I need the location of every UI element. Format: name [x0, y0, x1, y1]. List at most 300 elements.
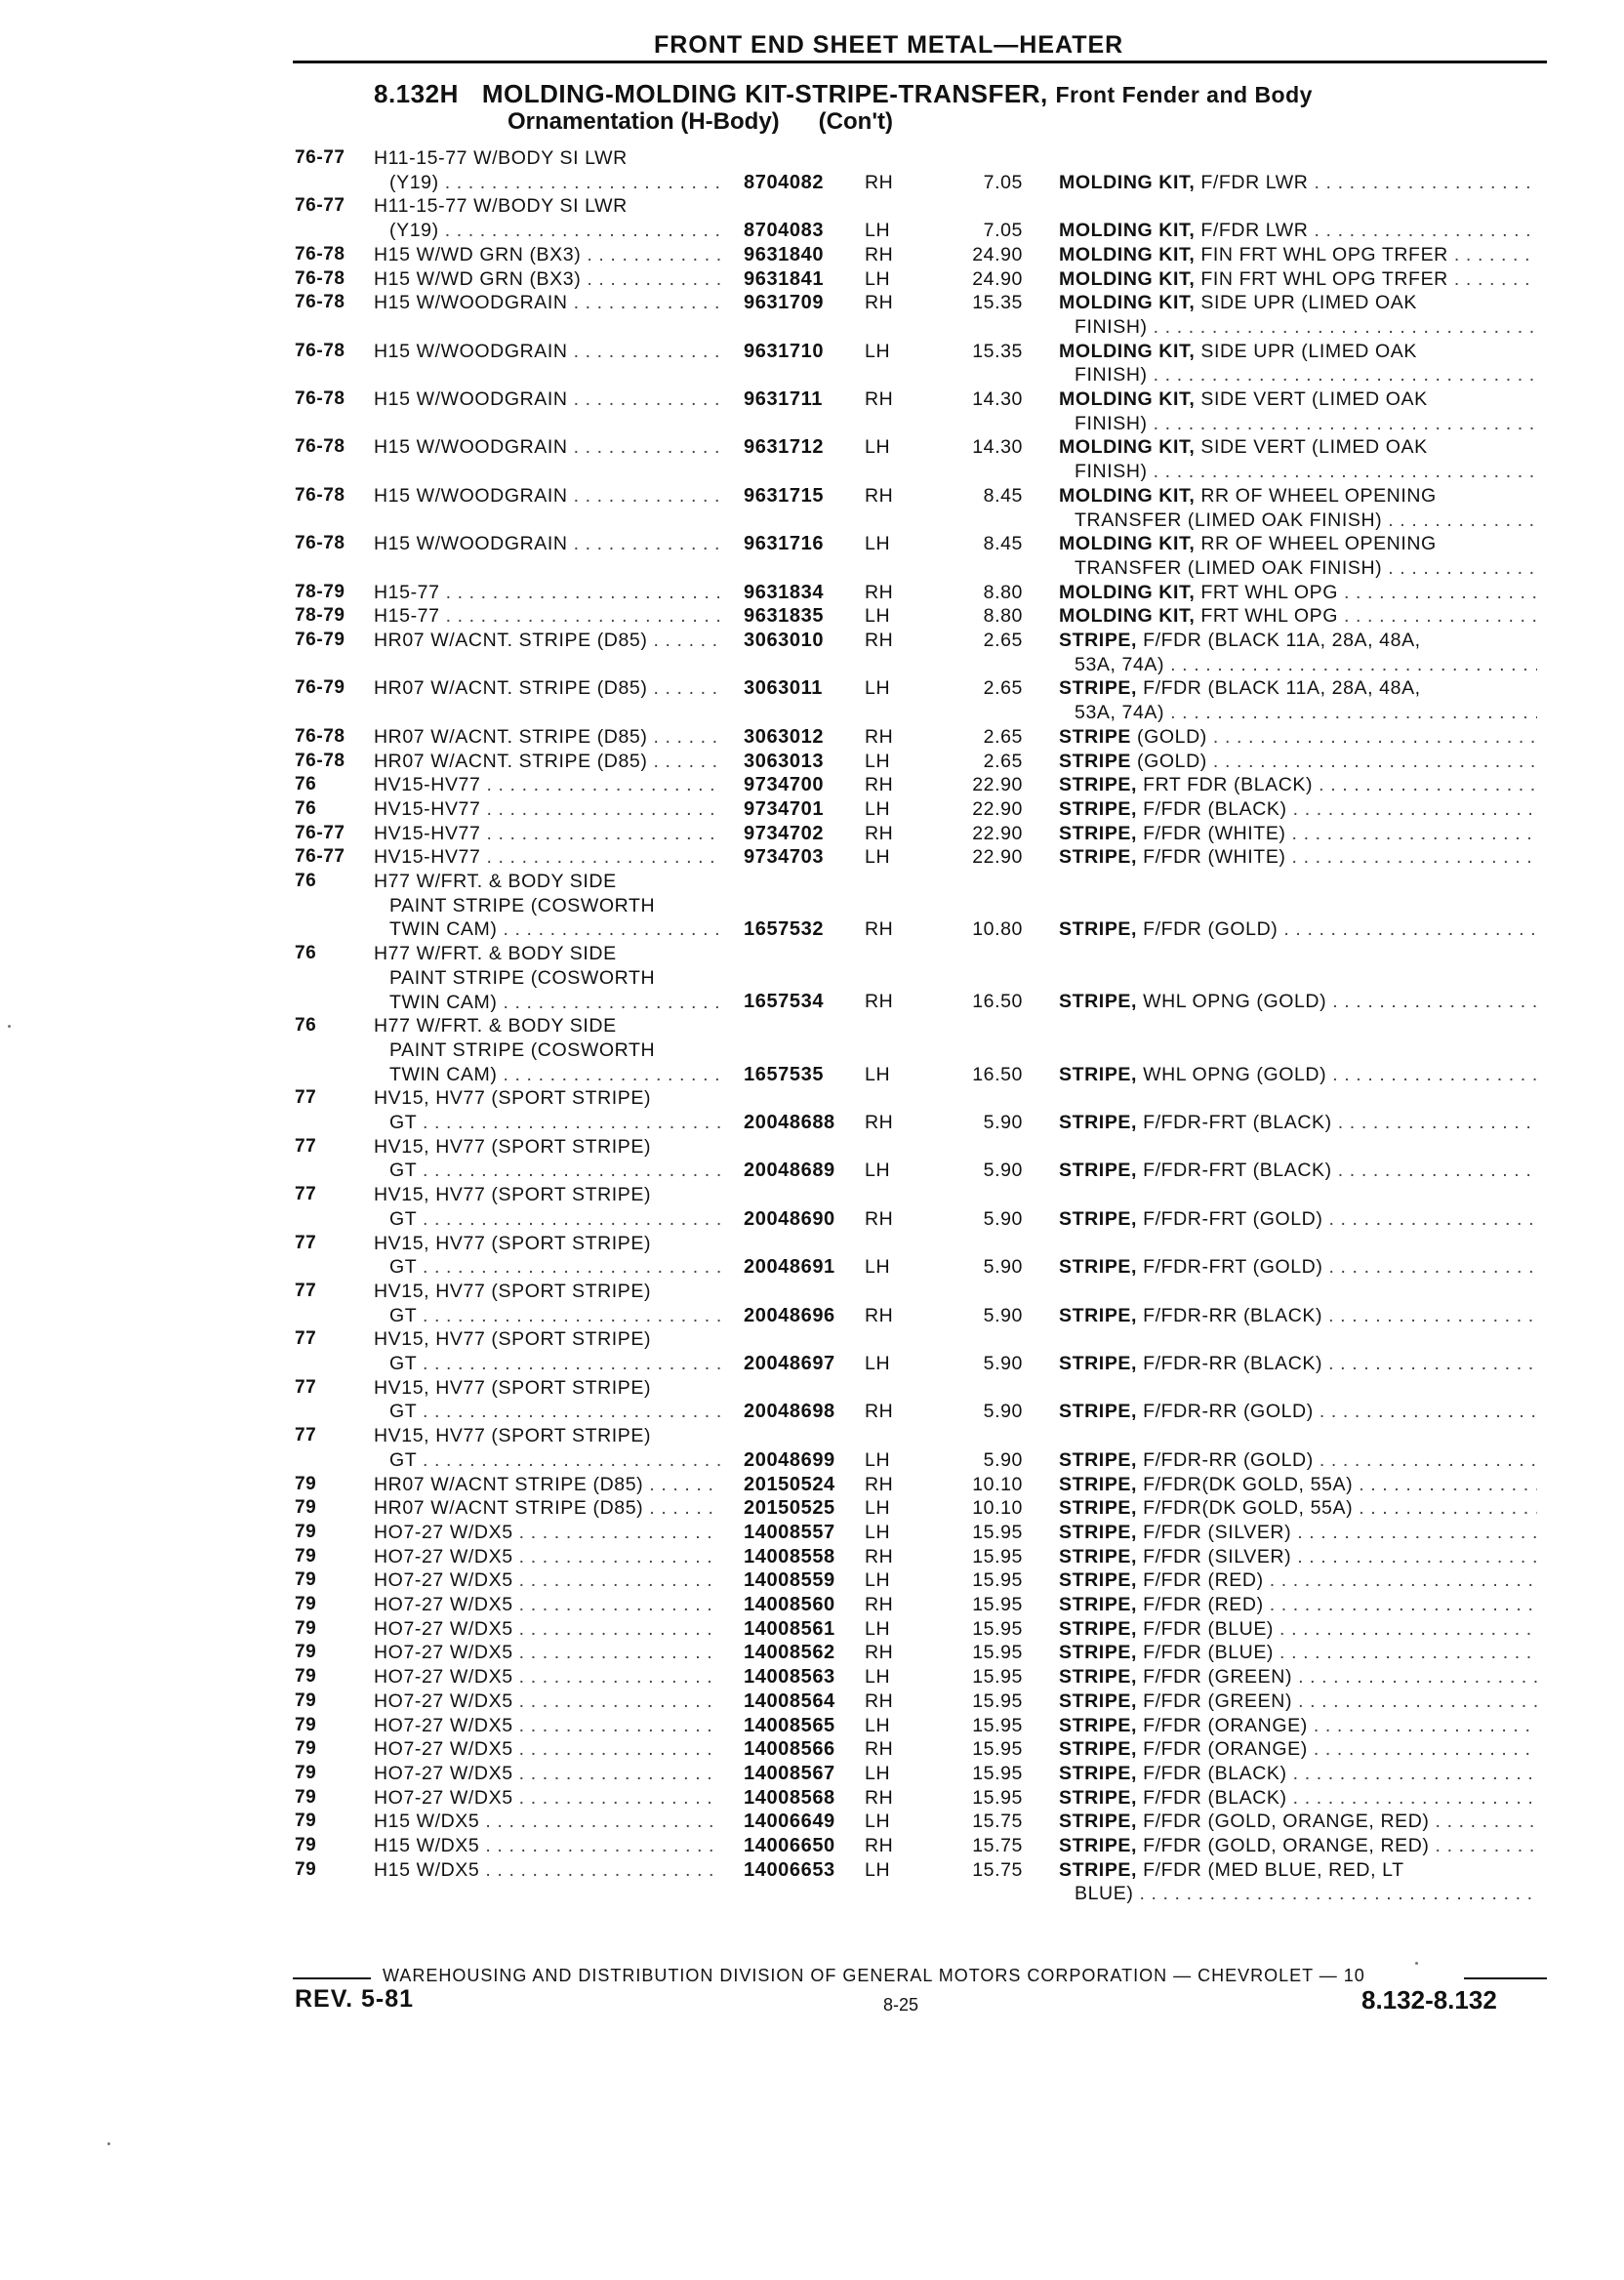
model-year: 76-78: [295, 725, 345, 747]
description: [1059, 750, 1537, 774]
model-year: 76-77: [295, 195, 345, 217]
part-number: 8704082: [744, 171, 825, 193]
price: 5.90: [983, 1352, 1023, 1374]
footer-rule-left: [293, 1977, 371, 1979]
description-line: STRIPE, F/FDR-FRT (GOLD) . . .: [1059, 1207, 1537, 1232]
fitment: [374, 291, 720, 315]
revision-label: REV. 5-81: [295, 1985, 415, 2013]
description: [1059, 990, 1537, 1014]
side-code: RH: [865, 1401, 894, 1423]
side-code: LH: [865, 846, 891, 869]
description-line: MOLDING KIT, F/FDR LWR . . .: [1059, 219, 1537, 243]
fitment-line: HO7-27 W/DX5 . . .: [374, 1521, 720, 1545]
description-type: STRIPE,: [1059, 1569, 1138, 1592]
description: [1059, 773, 1537, 797]
model-year: 76-78: [295, 388, 345, 409]
price: 15.95: [972, 1714, 1023, 1736]
side-code: LH: [865, 677, 891, 700]
price: 22.90: [972, 822, 1023, 844]
price: 15.95: [972, 1666, 1023, 1689]
description-line: STRIPE, F/FDR (GOLD) . . .: [1059, 917, 1537, 942]
side-code: RH: [865, 1835, 894, 1856]
fitment: [374, 773, 720, 797]
fitment-line: HO7-27 W/DX5 . . .: [374, 1593, 720, 1617]
fitment-line: HO7-27 W/DX5 . . .: [374, 1617, 720, 1642]
fitment: [374, 1496, 720, 1521]
price: 2.65: [983, 677, 1023, 700]
fitment: [374, 1327, 720, 1375]
model-year: 79: [295, 1811, 317, 1832]
model-year: 76-78: [295, 292, 345, 313]
model-year: 76-78: [295, 243, 345, 265]
fitment-line: H15 W/WOODGRAIN . . .: [374, 532, 720, 556]
section-range: 8.132-8.132: [1361, 1985, 1497, 2015]
side-code: RH: [865, 1207, 894, 1230]
fitment: [374, 1014, 720, 1086]
description: [1059, 1111, 1537, 1135]
description-type: STRIPE,: [1059, 630, 1138, 651]
fitment-line: HV15, HV77 (SPORT STRIPE): [374, 1425, 652, 1447]
part-number: 20048698: [744, 1401, 835, 1423]
description-line: STRIPE, F/FDR-FRT (GOLD) . . .: [1059, 1255, 1537, 1280]
description-line: STRIPE, F/FDR (BLACK 11A, 28A, 48A,: [1059, 677, 1421, 700]
price: 22.90: [972, 846, 1023, 869]
description-type: STRIPE,: [1059, 1545, 1138, 1568]
description-line: STRIPE, F/FDR-RR (BLACK) . . .: [1059, 1352, 1537, 1376]
fitment-line: H15 W/WD GRN (BX3) . . .: [374, 267, 720, 292]
fitment: [374, 267, 720, 292]
price: 5.90: [983, 1207, 1023, 1230]
description-type: STRIPE,: [1059, 1111, 1138, 1133]
side-code: RH: [865, 725, 894, 748]
table-row: [0, 435, 1624, 483]
side-code: RH: [865, 1594, 894, 1615]
scan-speck: [1415, 1962, 1418, 1965]
description: [1059, 1207, 1537, 1232]
part-number: 9631716: [744, 533, 825, 555]
model-year: 79: [295, 1835, 317, 1855]
description: [1059, 1304, 1537, 1328]
model-year: 77: [295, 1280, 317, 1301]
table-row: [0, 1183, 1624, 1231]
part-number: 14008568: [744, 1786, 835, 1809]
table-row: [0, 1714, 1624, 1738]
table-row: [0, 1617, 1624, 1642]
section-title-tail: Front Fender and Body: [1055, 82, 1313, 107]
fitment-line: H15-77 . . .: [374, 581, 720, 605]
description-type: STRIPE,: [1059, 1352, 1138, 1374]
fitment-line: HV15, HV77 (SPORT STRIPE): [374, 1280, 652, 1302]
description-type: STRIPE,: [1059, 1835, 1138, 1856]
part-number: 9631835: [744, 605, 825, 628]
side-code: LH: [865, 605, 891, 628]
description-type: STRIPE,: [1059, 1063, 1138, 1085]
part-number: 14008562: [744, 1642, 835, 1664]
model-year: 79: [295, 1858, 317, 1880]
price: 14.30: [972, 436, 1023, 459]
model-year: 79: [295, 1690, 317, 1711]
description: [1059, 1521, 1537, 1545]
fitment: [374, 845, 720, 870]
description-type: STRIPE,: [1059, 1786, 1138, 1809]
description: [1059, 845, 1537, 870]
fitment-line: TWIN CAM) . . .: [374, 991, 720, 1015]
fitment-line: HV15, HV77 (SPORT STRIPE): [374, 1184, 652, 1206]
fitment: [374, 1545, 720, 1569]
price: 8.80: [983, 605, 1023, 628]
model-year: 76-77: [295, 822, 345, 843]
section-number: 8.132H: [374, 79, 459, 108]
table-row: [0, 1690, 1624, 1714]
fitment-line: HV15, HV77 (SPORT STRIPE): [374, 1232, 652, 1254]
part-number: 9631712: [744, 436, 825, 459]
description-line: MOLDING KIT, F/FDR LWR . . .: [1059, 171, 1537, 195]
description-line: MOLDING KIT, RR OF WHEEL OPENING: [1059, 533, 1437, 555]
table-row: [0, 194, 1624, 242]
fitment: [374, 435, 720, 460]
description-line: STRIPE, F/FDR-RR (GOLD) . . .: [1059, 1448, 1537, 1473]
description-type: STRIPE,: [1059, 1617, 1138, 1640]
part-number: 14006650: [744, 1835, 835, 1856]
part-number: 14006653: [744, 1858, 835, 1881]
table-row: [0, 870, 1624, 942]
description-line: MOLDING KIT, FIN FRT WHL OPG TRFER . . .: [1059, 243, 1537, 267]
description-line: STRIPE, F/FDR (BLACK 11A, 28A, 48A,: [1059, 630, 1421, 651]
fitment: [374, 1280, 720, 1327]
page-number: 8-25: [883, 1995, 919, 2015]
side-code: RH: [865, 1690, 894, 1712]
fitment: [374, 1762, 720, 1786]
description: [1059, 1255, 1537, 1280]
fitment-line: PAINT STRIPE (COSWORTH: [389, 1038, 656, 1061]
model-year: 79: [295, 1786, 317, 1808]
part-number: 14008564: [744, 1690, 835, 1712]
price: 10.10: [972, 1497, 1023, 1520]
description-line: STRIPE, F/FDR (SILVER) . . .: [1059, 1521, 1537, 1545]
description-type: STRIPE,: [1059, 1642, 1138, 1664]
description: [1059, 267, 1537, 292]
price: 15.35: [972, 340, 1023, 362]
table-row: [0, 1665, 1624, 1690]
fitment-line: HO7-27 W/DX5 . . .: [374, 1545, 720, 1569]
price: 5.90: [983, 1160, 1023, 1182]
table-row: [0, 773, 1624, 797]
description-line: STRIPE, F/FDR (RED) . . .: [1059, 1568, 1537, 1593]
table-row: [0, 1086, 1624, 1134]
fitment-line: HV15-HV77 . . .: [374, 822, 720, 846]
fitment: [374, 822, 720, 846]
price: 15.75: [972, 1811, 1023, 1833]
description: [1059, 1834, 1537, 1858]
part-number: 20048697: [744, 1352, 835, 1374]
description-line: STRIPE, F/FDR (WHITE) . . .: [1059, 822, 1537, 846]
model-year: 76-79: [295, 677, 345, 699]
price: 15.35: [972, 292, 1023, 314]
price: 5.90: [983, 1256, 1023, 1279]
side-code: LH: [865, 436, 891, 459]
price: 10.80: [972, 918, 1023, 941]
side-code: LH: [865, 340, 891, 362]
table-row: [0, 1496, 1624, 1521]
price: 8.45: [983, 533, 1023, 555]
fitment-line: HV15, HV77 (SPORT STRIPE): [374, 1376, 652, 1399]
model-year: 76-78: [295, 267, 345, 289]
description-line: STRIPE, F/FDR (BLACK) . . .: [1059, 797, 1537, 822]
fitment: [374, 1858, 720, 1883]
fitment-line: H15 W/WOODGRAIN . . .: [374, 340, 720, 364]
fitment-line: PAINT STRIPE (COSWORTH: [389, 966, 656, 989]
description-type: STRIPE,: [1059, 1160, 1138, 1182]
description-line: STRIPE, F/FDR (BLACK) . . .: [1059, 1762, 1537, 1786]
description-line: MOLDING KIT, FRT WHL OPG . . .: [1059, 581, 1537, 605]
description-type: STRIPE,: [1059, 1207, 1138, 1230]
fitment-line: PAINT STRIPE (COSWORTH: [389, 894, 656, 916]
side-code: LH: [865, 1497, 891, 1520]
part-number: 14008563: [744, 1666, 835, 1689]
model-year: 79: [295, 1617, 317, 1639]
part-number: 20048688: [744, 1111, 835, 1133]
part-number: 3063011: [744, 677, 823, 700]
fitment-line: HO7-27 W/DX5 . . .: [374, 1690, 720, 1714]
fitment-line: (Y19) . . .: [374, 171, 720, 195]
fitment: [374, 146, 720, 194]
description-type: MOLDING KIT,: [1059, 436, 1196, 459]
table-row: [0, 1473, 1624, 1497]
price: 15.95: [972, 1786, 1023, 1809]
description-line: MOLDING KIT, FRT WHL OPG . . .: [1059, 604, 1537, 629]
description-type: STRIPE: [1059, 750, 1132, 772]
part-number: 3063010: [744, 630, 825, 651]
description-type: MOLDING KIT,: [1059, 484, 1196, 507]
model-year: 76: [295, 797, 317, 819]
table-row: [0, 340, 1624, 387]
fitment-line: HO7-27 W/DX5 . . .: [374, 1665, 720, 1690]
table-row: [0, 676, 1624, 724]
fitment: [374, 1593, 720, 1617]
model-year: 77: [295, 1425, 317, 1446]
fitment: [374, 942, 720, 1014]
description-type: STRIPE,: [1059, 1594, 1138, 1615]
fitment-line: HV15, HV77 (SPORT STRIPE): [374, 1328, 652, 1351]
description: [1059, 1496, 1537, 1521]
table-row: [0, 484, 1624, 532]
table-row: [0, 797, 1624, 822]
table-row: [0, 1593, 1624, 1617]
footer-rule-right: [1464, 1977, 1547, 1979]
fitment: [374, 1690, 720, 1714]
side-code: LH: [865, 1160, 891, 1182]
scan-speck: [8, 1025, 11, 1028]
description: [1059, 604, 1537, 629]
table-row: [0, 1424, 1624, 1472]
side-code: LH: [865, 220, 891, 242]
description-type: MOLDING KIT,: [1059, 243, 1196, 265]
description-type: STRIPE,: [1059, 1762, 1138, 1784]
side-code: RH: [865, 1642, 894, 1664]
description-line: STRIPE, F/FDR-RR (GOLD) . . .: [1059, 1400, 1537, 1424]
fitment: [374, 1424, 720, 1472]
model-year: 79: [295, 1545, 317, 1567]
model-year: 76: [295, 774, 317, 795]
table-row: [0, 750, 1624, 774]
model-year: 76-77: [295, 147, 345, 168]
side-code: LH: [865, 1617, 891, 1640]
description-line: STRIPE, F/FDR (SILVER) . . .: [1059, 1545, 1537, 1569]
price: 16.50: [972, 991, 1023, 1013]
price: 24.90: [972, 267, 1023, 290]
price: 15.95: [972, 1738, 1023, 1761]
description-type: STRIPE,: [1059, 1256, 1138, 1279]
description-type: STRIPE,: [1059, 1811, 1138, 1833]
part-number: 8704083: [744, 220, 825, 242]
part-number: 1657535: [744, 1063, 825, 1085]
fitment: [374, 532, 720, 556]
description-line: STRIPE, F/FDR (WHITE) . . .: [1059, 845, 1537, 870]
price: 24.90: [972, 243, 1023, 265]
side-code: RH: [865, 1473, 894, 1495]
fitment-line: HV15-HV77 . . .: [374, 797, 720, 822]
table-row: [0, 1014, 1624, 1086]
side-code: RH: [865, 243, 894, 265]
fitment: [374, 243, 720, 267]
description-line: STRIPE, F/FDR (MED BLUE, RED, LT: [1059, 1858, 1404, 1881]
description-type: STRIPE,: [1059, 1714, 1138, 1736]
model-year: 76-78: [295, 436, 345, 458]
side-code: LH: [865, 1762, 891, 1784]
side-code: LH: [865, 1714, 891, 1736]
part-number: 9734700: [744, 774, 825, 796]
price: 7.05: [983, 220, 1023, 242]
fitment-line: HR07 W/ACNT STRIPE (D85) . . .: [374, 1496, 720, 1521]
description: [1059, 1641, 1537, 1665]
description-line: STRIPE, F/FDR(DK GOLD, 55A) . . .: [1059, 1473, 1537, 1497]
table-row: [0, 267, 1624, 292]
price: 5.90: [983, 1111, 1023, 1133]
section-subtitle: Ornamentation (H-Body): [508, 108, 780, 135]
model-year: 76-78: [295, 750, 345, 771]
price: 15.95: [972, 1762, 1023, 1784]
description-type: MOLDING KIT,: [1059, 292, 1196, 314]
side-code: RH: [865, 292, 894, 314]
fitment-line: HR07 W/ACNT. STRIPE (D85) . . .: [374, 725, 720, 750]
part-number: 14008565: [744, 1714, 835, 1736]
table-row: [0, 1810, 1624, 1834]
part-number: 14008561: [744, 1617, 835, 1640]
model-year: 76-79: [295, 630, 345, 650]
fitment: [374, 1473, 720, 1497]
description: [1059, 1810, 1537, 1834]
section-title: MOLDING-MOLDING KIT-STRIPE-TRANSFER,: [481, 79, 1048, 108]
description-type: STRIPE,: [1059, 797, 1138, 820]
description-line: 53A, 74A) . . .: [1059, 653, 1537, 677]
part-number: 14006649: [744, 1811, 835, 1833]
description-type: STRIPE,: [1059, 1521, 1138, 1543]
fitment: [374, 750, 720, 774]
description: [1059, 532, 1537, 580]
table-row: [0, 243, 1624, 267]
description-line: FINISH) . . .: [1059, 460, 1537, 484]
model-year: 79: [295, 1714, 317, 1735]
description-line: 53A, 74A) . . .: [1059, 701, 1537, 725]
description: [1059, 1714, 1537, 1738]
side-code: LH: [865, 267, 891, 290]
description-type: STRIPE,: [1059, 677, 1138, 700]
table-row: [0, 1737, 1624, 1762]
side-code: RH: [865, 822, 894, 844]
description: [1059, 387, 1537, 435]
table-row: [0, 1376, 1624, 1424]
description: [1059, 1858, 1537, 1906]
description-type: MOLDING KIT,: [1059, 171, 1196, 193]
price: 15.95: [972, 1690, 1023, 1712]
fitment: [374, 1568, 720, 1593]
part-number: 9631710: [744, 340, 825, 362]
part-number: 14008557: [744, 1521, 835, 1543]
side-code: RH: [865, 918, 894, 941]
description-line: TRANSFER (LIMED OAK FINISH) . . .: [1059, 556, 1537, 581]
side-code: RH: [865, 388, 894, 410]
table-row: [0, 581, 1624, 605]
description: [1059, 484, 1537, 532]
side-code: RH: [865, 1545, 894, 1568]
description-type: MOLDING KIT,: [1059, 605, 1196, 628]
fitment: [374, 676, 720, 701]
description-line: STRIPE, F/FDR (ORANGE) . . .: [1059, 1714, 1537, 1738]
description-line: STRIPE, F/FDR-FRT (BLACK) . . .: [1059, 1111, 1537, 1135]
model-year: 76: [295, 871, 317, 891]
description-type: STRIPE,: [1059, 822, 1138, 844]
model-year: 78-79: [295, 581, 345, 602]
description: [1059, 822, 1537, 846]
fitment-line: HV15-HV77 . . .: [374, 773, 720, 797]
fitment-line: GT . . .: [374, 1255, 720, 1280]
description-type: STRIPE,: [1059, 1448, 1138, 1471]
price: 2.65: [983, 630, 1023, 651]
description-line: BLUE) . . .: [1059, 1882, 1537, 1906]
model-year: 79: [295, 1497, 317, 1519]
table-row: [0, 291, 1624, 339]
description-type: MOLDING KIT,: [1059, 220, 1196, 242]
fitment-line: HV15-HV77 . . .: [374, 845, 720, 870]
description: [1059, 1159, 1537, 1183]
table-row: [0, 1568, 1624, 1593]
fitment: [374, 581, 720, 605]
price: 5.90: [983, 1304, 1023, 1326]
description-line: MOLDING KIT, RR OF WHEEL OPENING: [1059, 484, 1437, 507]
price: 15.95: [972, 1594, 1023, 1615]
table-row: [0, 387, 1624, 435]
description-line: STRIPE, F/FDR(DK GOLD, 55A) . . .: [1059, 1496, 1537, 1521]
description: [1059, 1568, 1537, 1593]
part-number: 9631709: [744, 292, 825, 314]
description: [1059, 1448, 1537, 1473]
fitment-line: HO7-27 W/DX5 . . .: [374, 1786, 720, 1811]
description: [1059, 581, 1537, 605]
description: [1059, 219, 1537, 243]
model-year: 79: [295, 1569, 317, 1591]
description-line: STRIPE, F/FDR-RR (BLACK) . . .: [1059, 1304, 1537, 1328]
fitment-line: GT . . .: [374, 1400, 720, 1424]
price: 5.90: [983, 1448, 1023, 1471]
description-line: STRIPE (GOLD) . . .: [1059, 725, 1537, 750]
fitment: [374, 1786, 720, 1811]
table-row: [0, 1641, 1624, 1665]
fitment: [374, 1665, 720, 1690]
part-number: 3063013: [744, 750, 825, 772]
description: [1059, 1690, 1537, 1714]
price: 7.05: [983, 171, 1023, 193]
fitment-line: H77 W/FRT. & BODY SIDE: [374, 871, 617, 892]
